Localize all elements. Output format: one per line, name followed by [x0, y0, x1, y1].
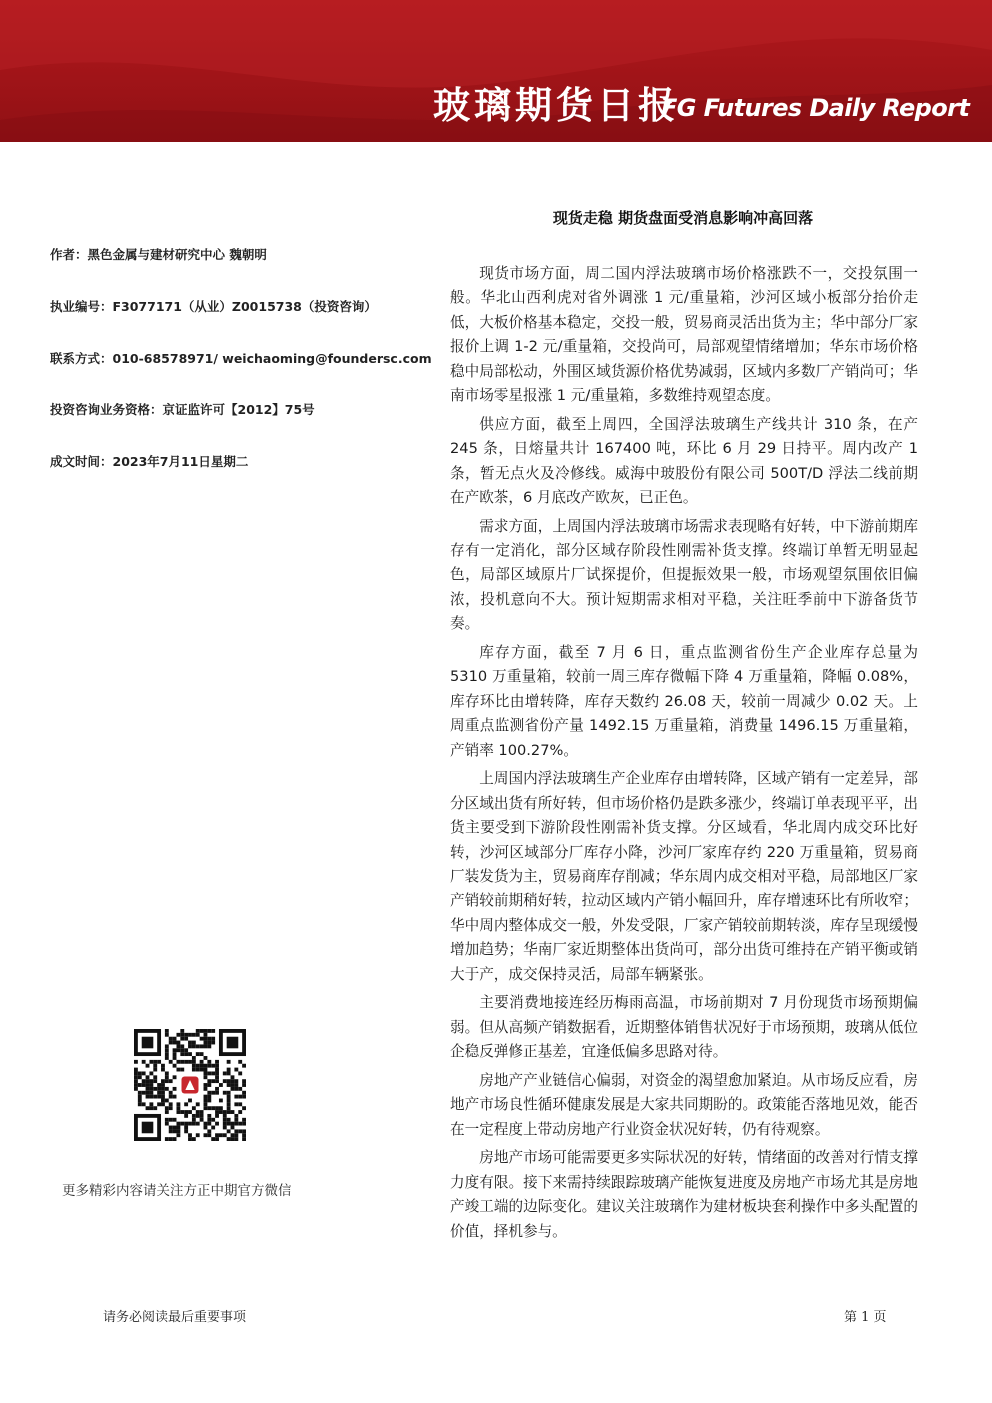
paragraph-supply: 供应方面，截至上周四，全国浮法玻璃生产线共计 310 条，在产 245 条，日熔量共计 167400 吨，环比 6 月 29 日持平。周内改产 1 条，暂无点火及冷修线。威海中玻股份有限公司 500T/D 浮法二线前期在产欧茶，6 月底改产欧灰，已正色。: [450, 415, 918, 506]
wechat-qr-code: [134, 1029, 246, 1141]
paragraph-real-estate: 房地产产业链信心偏弱，对资金的渴望愈加紧迫。从市场反应看，房地产市场良性循环健康发展是大家共同期盼的。政策能否落地见效，能否在一定程度上带动房地产行业资金状况好转，仍有待观察。: [450, 1071, 918, 1138]
report-title-en: FG Futures Daily Report: [661, 94, 970, 122]
paragraph-demand: 需求方面，上周国内浮法玻璃市场需求表现略有好转，中下游前期库存有一定消化，部分区域存阶段性刚需补货支撑。终端订单暂无明显起色，局部区域原片厂试探提价，但提振效果一般，市场观望氛围依旧偏浓，投机意向不大。预计短期需求相对平稳，关注旺季前中下游备货节奏。: [450, 517, 918, 633]
paragraph-regional: 上周国内浮法玻璃生产企业库存由增转降，区域产销有一定差异，部分区域出货有所好转，但市场价格仍是跌多涨少，终端订单表现平平，出货主要受到下游阶段性刚需补货支撑。分区域看，华北周内成交环比好转，沙河区域部分厂库存小降，沙河厂家库存约 220 万重量箱，贸易商厂装发货为主，贸易商库存削减；华东周内成交相对平稳，局部地区厂家产销较前期稍好转，拉动区域内产销小幅回升，库存增速环比有所收窄；华中周内整体成交一般，外发受限，厂家产销较前期转淡，库存呈现缓慢增加趋势；华南厂家近期整体出货尚可，部分出货可维持在产销平衡或销大于产，成交保持灵活，局部车辆紧张。: [450, 770, 918, 983]
footer-disclaimer-note: 请务必阅读最后重要事项: [103, 1310, 247, 1325]
contact-line: 联系方式：010-68578971/ weichaoming@foundersc.com: [50, 351, 432, 366]
paragraph-outlook: 房地产市场可能需要更多实际状况的好转，情绪面的改善对行情支撑力度有限。接下来需持续跟踪玻璃产能恢复进度及房地产市场尤其是房地产竣工端的边际变化。建议关注玻璃作为建材板块套利操作中多头配置的价值，择机参与。: [450, 1149, 918, 1240]
paragraph-consumption: 主要消费地接连经历梅雨高温，市场前期对 7 月份现货市场预期偏弱。但从高频产销数据看，近期整体销售状况好于市场预期，玻璃从低位企稳反弹修正基差，宜逢低偏多思路对待。: [450, 994, 918, 1061]
article-body: [450, 262, 918, 1248]
paragraph-spot-market: 现货市场方面，周二国内浮法玻璃市场价格涨跌不一，交投氛围一般。华北山西利虎对省外调涨 1 元/重量箱，沙河区域小板部分抬价走低，大板价格基本稳定，交投一般，贸易商灵活出货为主；华中部分厂家报价上调 1-2 元/重量箱，交投尚可，局部观望情绪增加；华东市场价格稳中局部松动，外围区域货源价格优势减弱，区域内多数厂产销尚可；华南市场零星报涨 1 元/重量箱，多数维持观望态度。: [450, 265, 918, 405]
report-title-cn: 玻璃期货日报: [433, 84, 679, 127]
article-headline: 现货走稳 期货盘面受消息影响冲高回落: [552, 209, 814, 227]
date-line: 成文时间：2023年7月11日星期二: [50, 454, 249, 469]
header-banner: [0, 0, 992, 142]
license-number-line: 执业编号：F3077171（从业）Z0015738（投资咨询）: [50, 299, 377, 314]
qualification-line: 投资咨询业务资格：京证监许可【2012】75号: [50, 402, 315, 417]
qr-caption: 更多精彩内容请关注方正中期官方微信: [62, 1183, 292, 1199]
page-number: 第 1 页: [844, 1310, 887, 1325]
paragraph-inventory: 库存方面，截至 7 月 6 日，重点监测省份生产企业库存总量为 5310 万重量箱，较前一周三库存微幅下降 4 万重量箱，降幅 0.08%，库存环比由增转降，库存天数约 26.08 天，较前一周减少 0.02 天。上周重点监测省份产量 1492.15 万重量箱，消费量 1496.15 万重量箱，产销率 100.27%。: [450, 643, 918, 759]
author-line: 作者：黑色金属与建材研究中心 魏朝明: [50, 247, 267, 262]
